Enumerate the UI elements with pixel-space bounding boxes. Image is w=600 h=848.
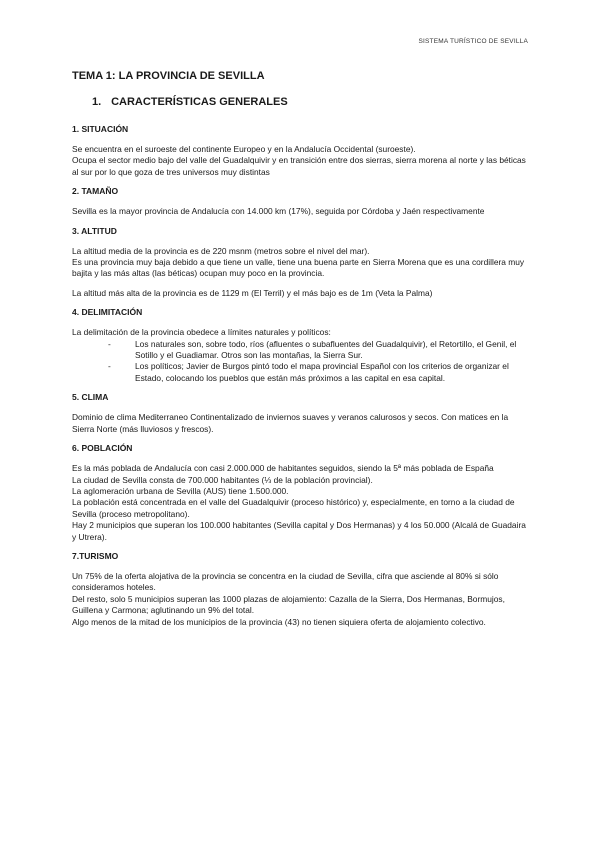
heading-altitud: 3. ALTITUD <box>72 225 117 236</box>
subtitle-text: CARACTERÍSTICAS GENERALES <box>111 96 288 108</box>
paragraph: Se encuentra en el suroeste del continente Europeo y en la Andalucía Occidental (suroeste). <box>72 144 416 154</box>
paragraph: Un 75% de la oferta alojativa de la provincia se concentra en la ciudad de Sevilla, cifra que asciende al 80% si sólo consideramos hoteles. <box>72 570 499 593</box>
heading-tamano: 2. TAMAÑO <box>72 186 119 197</box>
subtitle-number: 1. <box>92 96 102 108</box>
list-item: - Los políticos; Javier de Burgos pintó todo el mapa provincial Español con los criterios de organizar el Estado, colocando los pueblos que están más próximos a las capital en esa capital. <box>108 361 530 384</box>
paragraph: Es la más poblada de Andalucía con casi 2.000.000 de habitantes seguidos, siendo la 5ª más poblada de España <box>72 463 494 474</box>
heading-clima: 5. CLIMA <box>72 392 109 403</box>
paragraph: Del resto, solo 5 municipios superan las 1000 plazas de alojamiento: Cazalla de la Sierra, Dos Hermanas, Bormujos, Guillena y Carmona; aglutinando un 9% del total. <box>72 593 505 616</box>
delimitacion-list <box>108 339 530 385</box>
heading-situacion: 1. SITUACIÓN <box>72 124 129 134</box>
paragraph: La altitud media de la provincia es de 220 msnm (metros sobre el nivel del mar). <box>72 245 370 256</box>
paragraph: La altitud más alta de la provincia es de 1129 m (El Terril) y el más bajo es de 1m (Veta la Palma) <box>72 287 433 298</box>
paragraph: Algo menos de la mitad de los municipios de la provincia (43) no tienen siquiera oferta de alojamiento colectivo. <box>72 616 486 627</box>
paragraph: Hay 2 municipios que superan los 100.000 habitantes (Sevilla capital y Dos Hermanas) y 4 los 50.000 (Alcalá de Guadaira y Utrera). <box>72 520 526 542</box>
heading-poblacion: 6. POBLACIÓN <box>72 443 133 454</box>
paragraph: Sevilla es la mayor provincia de Andalucía con 14.000 km (17%), seguida por Córdoba y Jaén respectivamente <box>72 206 485 217</box>
document-body <box>72 70 530 628</box>
paragraph: La población está concentrada en el valle del Guadalquivir (proceso histórico) y, especialmente, en torno a la ciudad de Sevilla (proceso metropolitano). <box>72 497 515 519</box>
heading-delimitacion: 4. DELIMITACIÓN <box>72 307 143 318</box>
paragraph: La aglomeración urbana de Sevilla (AUS) tiene 1.500.000. <box>72 485 289 496</box>
list-item: - Los naturales son, sobre todo, ríos (afluentes o subafluentes del Guadalquivir), el Retortillo, el Genil, el Sotillo y el Guadiamar. Otros son las montañas, la Sierra Sur. <box>108 339 530 362</box>
paragraph: Dominio de clima Mediterraneo Continentalizado de inviernos suaves y veranos calurosos y secos. Con matices en la Sierra Norte (más lluviosos y frescos). <box>72 412 509 434</box>
running-header: SISTEMA TURÍSTICO DE SEVILLA <box>418 38 528 45</box>
paragraph: La ciudad de Sevilla consta de 700.000 habitantes (⅓ de la población provincial). <box>72 474 373 485</box>
section-subtitle <box>92 96 530 108</box>
document-title: TEMA 1: LA PROVINCIA DE SEVILLA <box>72 70 265 82</box>
paragraph: Es una provincia muy baja debido a que tiene un valle, tiene una buena parte en Sierra Morena que es una cordillera muy bajita y las más altas (las béticas) ocupan muy poco en la provincia. <box>72 257 525 279</box>
paragraph: Ocupa el sector medio bajo del valle del Guadalquivir y en transición entre dos sierras, sierra morena al norte y las béticas al sur por lo que goza de tres universos muy distintas <box>72 155 526 177</box>
heading-turismo: 7.TURISMO <box>72 550 119 561</box>
paragraph: La delimitación de la provincia obedece a límites naturales y políticos: <box>72 327 331 338</box>
